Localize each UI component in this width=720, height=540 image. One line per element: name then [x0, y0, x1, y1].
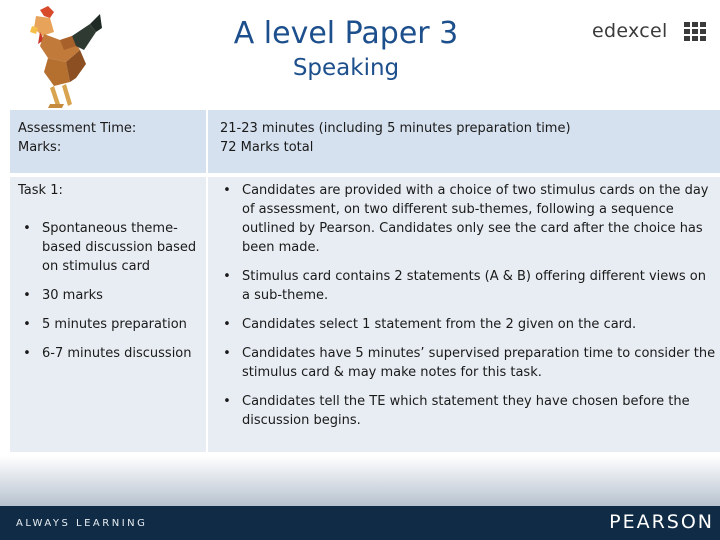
assessment-values — [220, 119, 710, 157]
list-item: • Candidates are provided with a choice of two stimulus cards on the day of assessment, on two different sub-themes, following a sequence outlined by Pearson. Candidates only see the card after the choice has been made. — [223, 183, 709, 255]
task-title: Task 1: — [18, 183, 63, 198]
page-title: A level Paper 3 — [233, 16, 459, 51]
assessment-time-value: 21-23 minutes (including 5 minutes preparation time) — [220, 121, 571, 136]
marks-label: Marks: — [18, 140, 62, 155]
assessment-labels — [18, 119, 198, 157]
list-item: • Candidates have 5 minutes’ supervised preparation time to consider the stimulus card & may make notes for this task. — [223, 346, 716, 380]
list-item: • Candidates select 1 statement from the 2 given on the card. — [223, 317, 637, 332]
info-table — [10, 110, 720, 452]
footer-brand: PEARSON — [609, 511, 714, 533]
edexcel-grid-icon — [684, 22, 708, 42]
list-item: • Candidates tell the TE which statement they have chosen before the discussion begins. — [223, 394, 690, 428]
list-item: • 5 minutes preparation — [23, 317, 187, 332]
background-gradient — [0, 456, 720, 506]
assessment-time-label: Assessment Time: — [18, 121, 137, 136]
row-divider — [10, 173, 720, 177]
brand-name: edexcel — [592, 20, 668, 42]
list-item: • Stimulus card contains 2 statements (A & B) offering different views on a sub-theme. — [223, 269, 706, 303]
rooster-logo-icon — [10, 6, 120, 111]
list-item: • Spontaneous theme-based discussion based on stimulus card — [23, 221, 197, 274]
list-item: • 6-7 minutes discussion — [23, 346, 192, 361]
page-subtitle: Speaking — [292, 55, 400, 81]
list-item: • 30 marks — [23, 288, 103, 303]
footer-tagline: ALWAYS LEARNING — [16, 518, 148, 529]
footer-bar — [0, 506, 720, 540]
marks-value: 72 Marks total — [220, 140, 314, 155]
column-divider — [206, 110, 208, 452]
